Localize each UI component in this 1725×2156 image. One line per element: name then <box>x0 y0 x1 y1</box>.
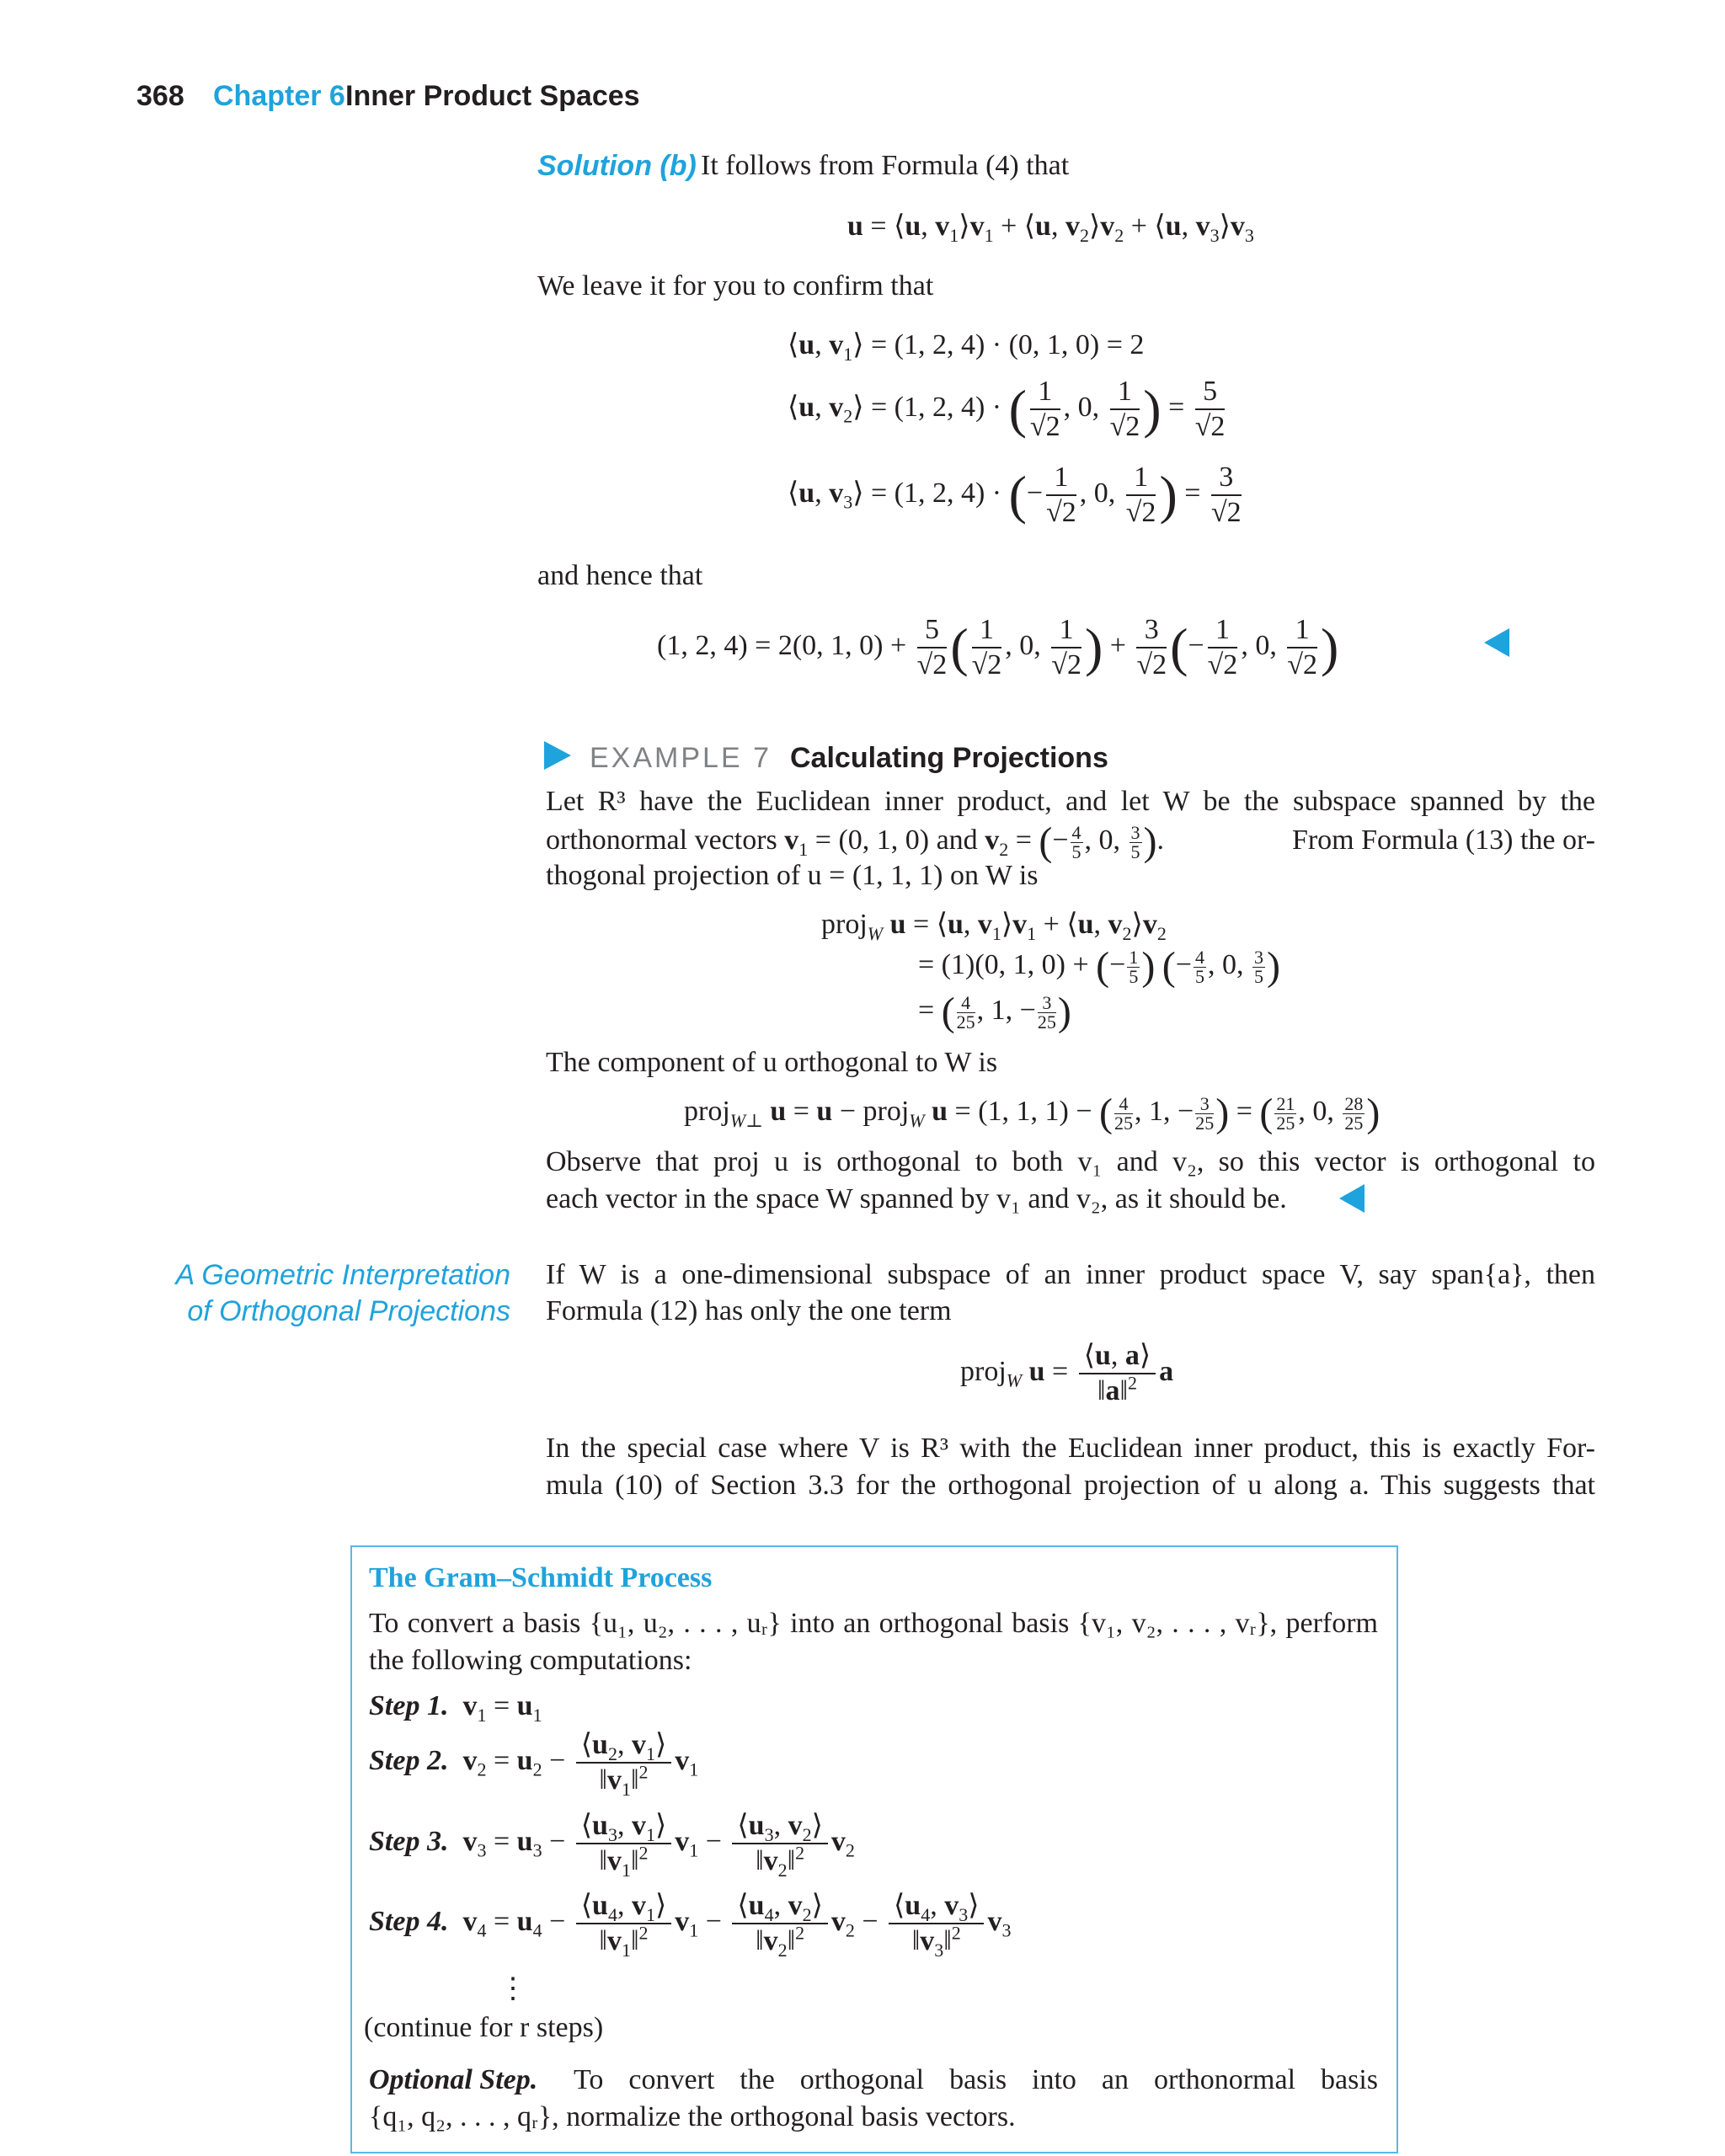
orthonormal-text: orthonormal vectors <box>546 825 777 856</box>
step-2: Step 2. $v_2 = u_2$ − $\frac{⟨u_2, v_1⟩}{‖v_1‖^2}$ $v_1$ <box>369 1729 699 1800</box>
example-marker-icon <box>544 741 571 770</box>
example-label: EXAMPLE 7 <box>590 742 772 774</box>
equation-decomposition: (1, 2, 4) = 2(0, 1, 0) + $\frac{5}{√2}$ ( $\frac{1}{√2}$ , 0, $\frac{1}{√2}$ ) + $\frac{3}{√2}$ (− $\frac{1}{√2}$ , 0, $\frac{1}{√2}$ ) <box>657 614 1339 680</box>
gram-schmidt-intro-line-1: To convert a basis {u₁, u₂, . . . , uᵣ} into an orthogonal basis {v₁, v₂, . . . , vᵣ}, perform <box>369 1608 1378 1639</box>
end-of-example-icon <box>1339 1184 1365 1213</box>
step-4-label: Step 4. <box>369 1905 449 1937</box>
step-3-label: Step 3. <box>369 1825 449 1857</box>
geometric-paragraph2-line-1: In the special case where V is R³ with the Euclidean inner product, this is exactly For- <box>546 1433 1595 1464</box>
step-1: Step 1. $v_1 = u_1$ <box>369 1690 542 1726</box>
step-1-label: Step 1. <box>369 1690 449 1721</box>
optional-step-text-1: To convert the orthogonal basis into an orthonormal basis <box>574 2064 1378 2095</box>
example-title: Calculating Projections <box>790 742 1108 774</box>
step-3: Step 3. $v_3 = u_3$ − $\frac{⟨u_3, v_1⟩}{‖v_1‖^2}$ $v_1$ − $\frac{⟨u_3, v_2⟩}{‖v_2‖^2}$ $v_2$ <box>369 1810 855 1881</box>
chapter-label: Chapter 6 <box>213 80 345 112</box>
example-observe-line-2: each vector in the space W spanned by v₁ and v₂, as it should be. <box>546 1183 1287 1214</box>
geometric-paragraph2-line-2: mula (10) of Section 3.3 for the orthogonal projection of u along a. This suggests that <box>546 1470 1595 1501</box>
solution-intro: It follows from Formula (4) that <box>701 150 1070 181</box>
equation-projection-2: = (1)(0, 1, 0) + (− $\frac{1}{5}$ ) (− $\frac{4}{5}$ , 0, $\frac{3}{5}$ ) <box>918 944 1280 990</box>
equation-uv2: ⟨u, $v_2⟩ = (1$, 2, 4) · ( $\frac{1}{√2}$ , 0, $\frac{1}{√2}$ ) = $\frac{5}{√2}$ <box>788 376 1226 442</box>
solution-confirm: We leave it for you to confirm that <box>537 270 934 302</box>
equation-uv1: ⟨u, $v_1⟩ = (1$, 2, 4) · (0, 1, 0) = 2 <box>788 329 1145 365</box>
chapter-title: Inner Product Spaces <box>345 80 640 112</box>
example-component-text: The component of u orthogonal to W is <box>546 1047 998 1078</box>
gram-schmidt-intro-line-2: the following computations: <box>369 1645 692 1676</box>
end-of-solution-icon <box>1484 628 1509 657</box>
step-4: Step 4. $v_4 = u_4$ − $\frac{⟨u_4, v_1⟩}{‖v_1‖^2}$ $v_1$ − $\frac{⟨u_4, v_2⟩}{‖v_2‖^2}$ $v_2$ − $\frac{⟨u_4, v_3⟩}{‖v_3‖^2}$ $v_3$ <box>369 1890 1012 1961</box>
example-paragraph-line-1: Let R³ have the Euclidean inner product, and let W be the subspace spanned by the <box>546 786 1595 817</box>
gram-schmidt-title: The Gram–Schmidt Process <box>369 1562 713 1593</box>
solution-hence: and hence that <box>537 560 703 591</box>
optional-step-label: Optional Step. <box>369 2064 538 2095</box>
equation-orthogonal-component: proj$_{W\perp}$ u = u − proj$_W$ u = (1, 1, 1) − ( $\frac{4}{25}$ , 1, − $\frac{3}{25}$ ) = ( $\frac{21}{25}$ , 0, $\frac{28}{25}$ ) <box>684 1091 1381 1136</box>
optional-step-line-2: {q₁, q₂, . . . , qᵣ}, normalize the orthogonal basis vectors. <box>369 2101 1016 2132</box>
example-observe-line-1: Observe that proj u is orthogonal to both v₁ and v₂, so this vector is orthogonal to <box>546 1146 1595 1177</box>
solution-label: Solution (b) <box>537 150 697 182</box>
continuation-dots: ⋮ <box>499 1973 527 2004</box>
equation-uv3: ⟨u, $v_3⟩ = (1$, 2, 4) · (− $\frac{1}{√2}$ , 0, $\frac{1}{√2}$ ) = $\frac{3}{√2}$ <box>788 462 1242 528</box>
margin-title-line-1: A Geometric Interpretation <box>175 1259 510 1291</box>
continue-text: (continue for r steps) <box>364 2012 604 2043</box>
equation-projection-1: proj$_W$ u = ⟨u, $v_1⟩v_1$ + ⟨u, $v_2⟩v_2$ <box>821 909 1167 944</box>
formula-13-text: From Formula (13) the or- <box>1291 825 1595 856</box>
optional-step-line-1 <box>369 2062 1378 2099</box>
equation-one-term-projection: proj$_W$ u = $\frac{⟨u, a⟩}{‖a‖^2}$ a <box>960 1340 1174 1406</box>
step-2-label: Step 2. <box>369 1744 449 1776</box>
margin-title-line-2: of Orthogonal Projections <box>187 1295 510 1327</box>
example-paragraph-line-2: orthonormal vectors $v_1 = (0$, 1, 0) and $v_2$ = (− $\frac{4}{5}$ , 0, $\frac{3}{5}$ ). From Formula (13) the or- <box>546 819 1595 865</box>
equation-u-expansion: u = ⟨u, $v_1⟩v_1$ + ⟨u, $v_2⟩v_2$ + ⟨u, $v_3⟩v_3$ <box>847 211 1254 246</box>
example-paragraph-line-3: thogonal projection of u = (1, 1, 1) on W is <box>546 860 1039 891</box>
geometric-paragraph-line-2: Formula (12) has only the one term <box>546 1295 952 1326</box>
equation-projection-3: = ( $\frac{4}{25}$ , 1, − $\frac{3}{25}$ ) <box>918 990 1071 1035</box>
page-number: 368 <box>136 80 184 112</box>
geometric-paragraph-line-1: If W is a one-dimensional subspace of an inner product space V, say span{a}, then <box>546 1259 1595 1290</box>
